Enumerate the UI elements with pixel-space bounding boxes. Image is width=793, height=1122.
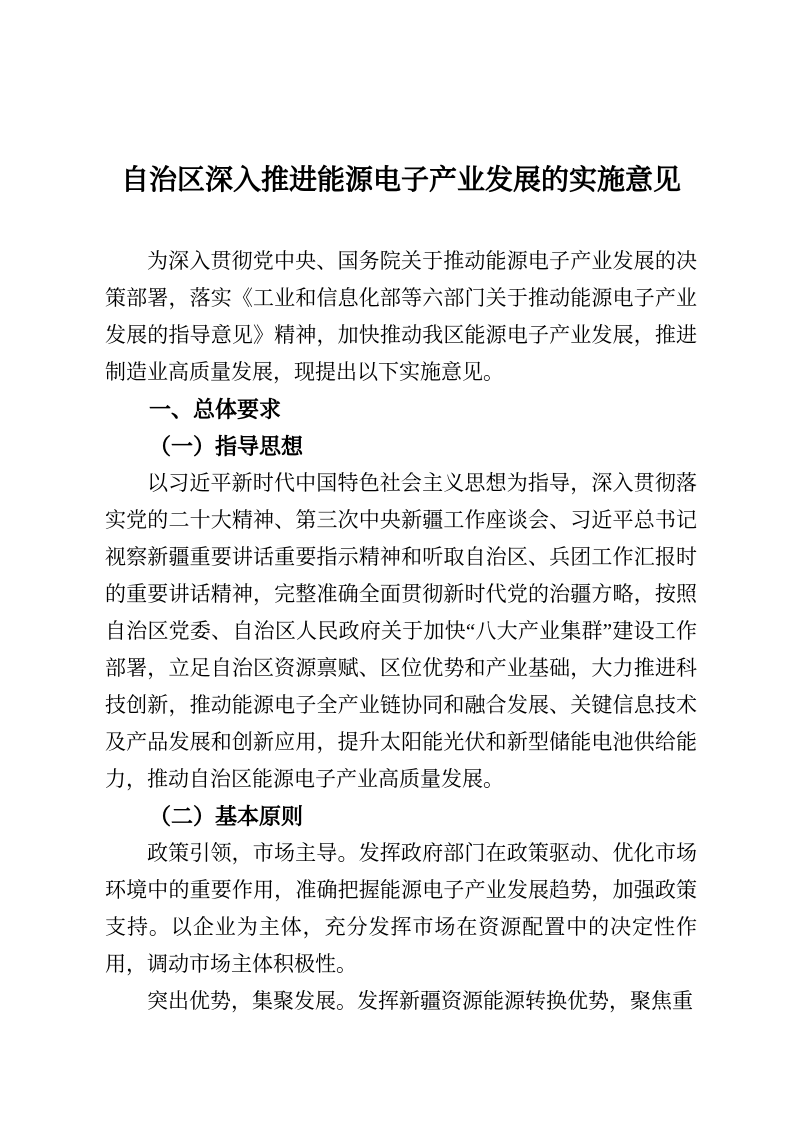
basic-principles-paragraph-policy: 政策引领，市场主导。发挥政府部门在政策驱动、优化市场环境中的重要作用，准确把握能源电子产业发展趋势，加强政策支持。以企业为主体，充分发挥市场在资源配置中的决定性作用，调动市场主体积极性。 [105, 841, 697, 976]
document-title: 自治区深入推进能源电子产业发展的实施意见 [120, 164, 681, 195]
section-heading-overall-requirements: 一、总体要求 [149, 397, 282, 422]
subsection-heading-basic-principles: （二）基本原则 [149, 804, 304, 829]
basic-principles-paragraph-advantages: 突出优势，集聚发展。发挥新疆资源能源转换优势，聚焦重 [147, 989, 693, 1013]
subsection-heading-guiding-ideology: （一）指导思想 [149, 434, 304, 459]
guiding-ideology-paragraph: 以习近平新时代中国特色社会主义思想为指导，深入贯彻落实党的二十大精神、第三次中央新疆工作座谈会、习近平总书记视察新疆重要讲话重要指示精神和听取自治区、兵团工作汇报时的重要讲话精神，完整准确全面贯彻新时代党的治疆方略，按照自治区党委、自治区人民政府关于加快“八大产业集群”建设工作部署，立足自治区资源禀赋、区位优势和产业基础，大力推进科技创新，推动能源电子全产业链协同和融合发展、关键信息技术及产品发展和创新应用，提升太阳能光伏和新型储能电池供给能力，推动自治区能源电子产业高质量发展。 [105, 471, 697, 791]
intro-paragraph: 为深入贯彻党中央、国务院关于推动能源电子产业发展的决策部署，落实《工业和信息化部等六部门关于推动能源电子产业发展的指导意见》精神，加快推动我区能源电子产业发展，推进制造业高质量发展，现提出以下实施意见。 [105, 249, 697, 384]
